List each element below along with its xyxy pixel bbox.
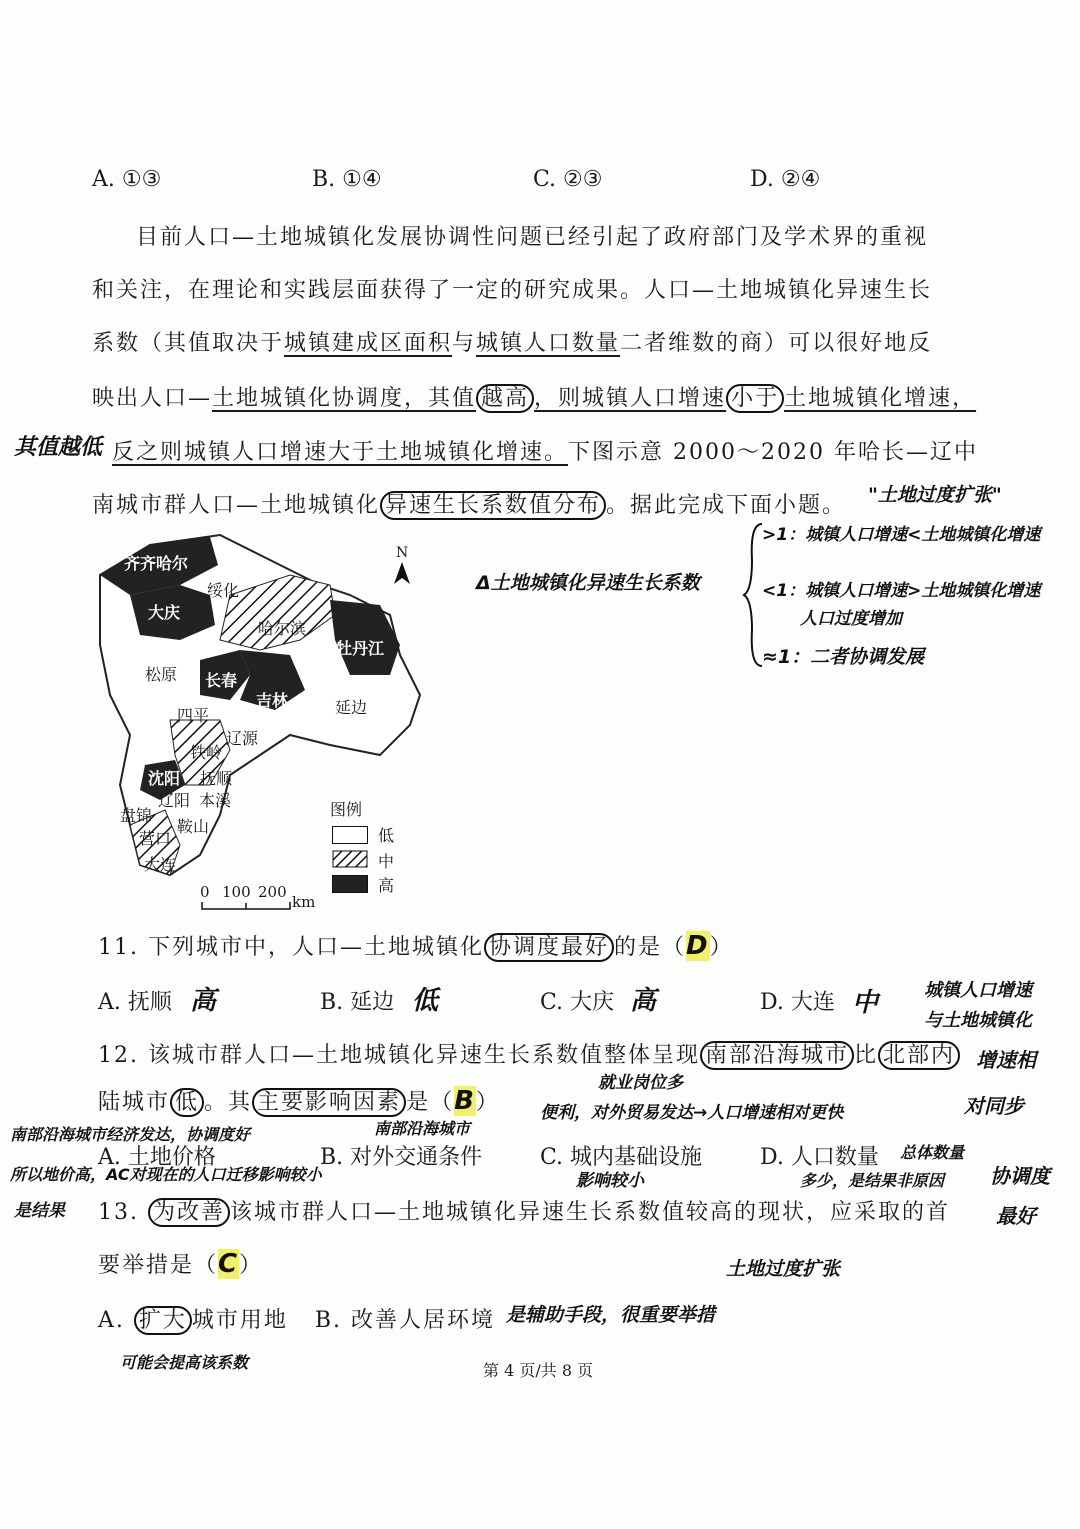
q11-note-f: 与土地城镇化 — [924, 1010, 1032, 1031]
passage-line-6: 南城市群人口—土地城镇化 异速生长系数值分布 。据此完成下面小题。 — [92, 493, 847, 518]
city-label: 辽阳 — [158, 791, 191, 810]
q12-note-left-c: 是结果 — [14, 1201, 65, 1221]
q12-note-jobs: 就业岗位多 — [598, 1073, 683, 1093]
handwritten-note-eq1: ≈1：二者协调发展 — [762, 646, 925, 668]
city-label: 四平 — [177, 706, 210, 725]
handwritten-note-quote: "土地过度扩张" — [868, 484, 1002, 506]
passage-line-4: 映出人口—土地城镇化协调度，其值 越高 ，则城镇人口增速 小于 土地城镇化增速， — [92, 386, 977, 411]
q11-note-c: 高 — [630, 986, 657, 1016]
scale-0: 0 — [200, 883, 210, 901]
passage-line-3: 系数（其值取决于城镇建成区面积与城镇人口数量二者维数的商）可以很好地反 — [92, 331, 933, 356]
q12-note-right-a: 总体数量 — [900, 1143, 965, 1162]
q13-note-expand: 土地过度扩张 — [726, 1258, 841, 1280]
q12-option-d: D. 人口数量 — [760, 1145, 879, 1170]
q11-answer: D — [686, 931, 710, 961]
q13-option-a: A. — [98, 1308, 134, 1333]
q12-note-right-b: 多少，是结果非原因 — [800, 1171, 945, 1190]
q12-answer: B — [454, 1086, 476, 1116]
passage-line-5: 反之则城镇人口增速大于土地城镇化增速。下图示意 2000～2020 年哈长—辽中 — [112, 440, 978, 465]
scale-bar — [200, 900, 295, 912]
legend-mid: 中 — [378, 852, 395, 871]
q13-note-left: 可能会提高该系数 — [120, 1353, 249, 1372]
legend-title: 图例 — [330, 800, 363, 819]
q13-option-b: B. 改善人居环境 — [314, 1308, 496, 1333]
q12-note-c: 协调度 — [990, 1164, 1050, 1188]
passage-line-1: 目前人口—土地城镇化发展协调性问题已经引起了政府部门及学术界的重视 — [136, 225, 929, 250]
city-label: 长春 — [205, 671, 238, 690]
handwritten-note-formula: Δ土地城镇化异速生长系数 — [476, 572, 700, 594]
city-label: 延边 — [335, 698, 368, 717]
q12-note-left-b: 所以地价高，AC对现在的人口迁移影响较小 — [10, 1165, 322, 1184]
q12-option-c: C. 城内基础设施 — [540, 1145, 703, 1170]
q12-note-a: 增速相 — [976, 1048, 1036, 1072]
q11-option-b: B. 延边 — [320, 990, 395, 1015]
q12-option-b: B. 对外交通条件 — [320, 1145, 483, 1170]
prev-option-a: A. ①③ — [92, 167, 162, 192]
city-label: 抚顺 — [200, 769, 233, 788]
q11-option-a: A. 抚顺 — [98, 990, 172, 1015]
city-label: 吉林 — [256, 691, 289, 710]
prev-option-d: D. ②④ — [750, 167, 821, 192]
north-arrow-icon — [392, 562, 412, 586]
q13-answer: C — [218, 1249, 240, 1279]
city-label: 本溪 — [199, 791, 232, 810]
q12-note-south: 南部沿海城市 — [374, 1119, 471, 1138]
q13-stem-2: 要举措是（C） — [98, 1249, 264, 1279]
city-label: 牡丹江 — [336, 639, 385, 658]
q11-note-e: 城镇人口增速 — [924, 980, 1032, 1001]
city-label: 松原 — [145, 665, 178, 684]
city-label: 大连 — [144, 855, 177, 874]
q11-note-a: 高 — [190, 986, 217, 1016]
city-label: 大庆 — [148, 603, 181, 622]
legend-low: 低 — [378, 826, 395, 845]
city-label: 哈尔滨 — [258, 619, 307, 638]
handwritten-note-lt1: <1：城镇人口增速>土地城镇化增速 — [762, 581, 1041, 601]
north-label: N — [396, 545, 409, 561]
city-label: 绥化 — [207, 581, 240, 600]
q12-option-a: A. 土地价格 — [98, 1145, 216, 1170]
scale-200: 200 — [258, 883, 287, 901]
prev-option-c: C. ②③ — [533, 167, 603, 192]
city-label: 鞍山 — [177, 817, 210, 836]
q13-stem-1: 13. 为改善 该城市群人口—土地城镇化异速生长系数值较高的现状，应采取的首 — [98, 1200, 951, 1225]
q13-option-line: A. 扩大 城市用地 B. 改善人居环境 — [98, 1308, 496, 1333]
q12-stem-2: 陆城市 低 。其 主要影响因素 是（B） — [98, 1086, 500, 1116]
city-label: 铁岭 — [190, 743, 223, 762]
prev-option-b: B. ①④ — [312, 167, 382, 192]
q12-stem-1: 12. 该城市群人口—土地城镇化异速生长系数值整体呈现 南部沿海城市 比 北部内 — [98, 1038, 960, 1069]
q11-note-b: 低 — [412, 986, 439, 1016]
q12-note-b: 对同步 — [964, 1094, 1024, 1118]
q11-note-d: 中 — [852, 988, 879, 1018]
q12-note-infra: 影响较小 — [576, 1171, 644, 1191]
q11-stem: 11. 下列城市中，人口—土地城镇化 协调度最好 的是（D） — [98, 931, 734, 961]
legend-low-swatch — [332, 826, 368, 844]
passage-line-2: 和关注，在理论和实践层面获得了一定的研究成果。人口—土地城镇化异速生长 — [92, 278, 933, 303]
scale-unit: km — [292, 893, 316, 911]
legend-high-swatch — [332, 875, 368, 893]
q11-option-c: C. 大庆 — [540, 990, 615, 1015]
q12-note-transport: 便利，对外贸易发达→人口增速相对更快 — [540, 1103, 844, 1123]
city-label: 营口 — [139, 829, 172, 848]
handwritten-note-overpop: 人口过度增加 — [800, 609, 902, 629]
brace-icon — [742, 520, 766, 670]
handwritten-note-gt1: >1：城镇人口增速<土地城镇化增速 — [762, 525, 1041, 545]
legend-mid-swatch — [332, 850, 369, 869]
q12-note-d: 最好 — [996, 1204, 1036, 1228]
legend-high: 高 — [378, 876, 395, 895]
handwritten-note-value-low: 其值越低 — [14, 435, 103, 460]
city-label: 辽源 — [226, 729, 259, 748]
city-label: 盘锦 — [120, 806, 153, 825]
city-label: 沈阳 — [148, 769, 181, 788]
q12-note-left-a: 南部沿海城市经济发达，协调度好 — [10, 1125, 251, 1144]
city-label: 齐齐哈尔 — [124, 554, 189, 573]
scale-100: 100 — [222, 883, 251, 901]
q13-note-measure: 是辅助手段，很重要举措 — [506, 1304, 716, 1326]
q11-option-d: D. 大连 — [760, 990, 835, 1015]
page-footer: 第 4 页/共 8 页 — [483, 1361, 594, 1380]
